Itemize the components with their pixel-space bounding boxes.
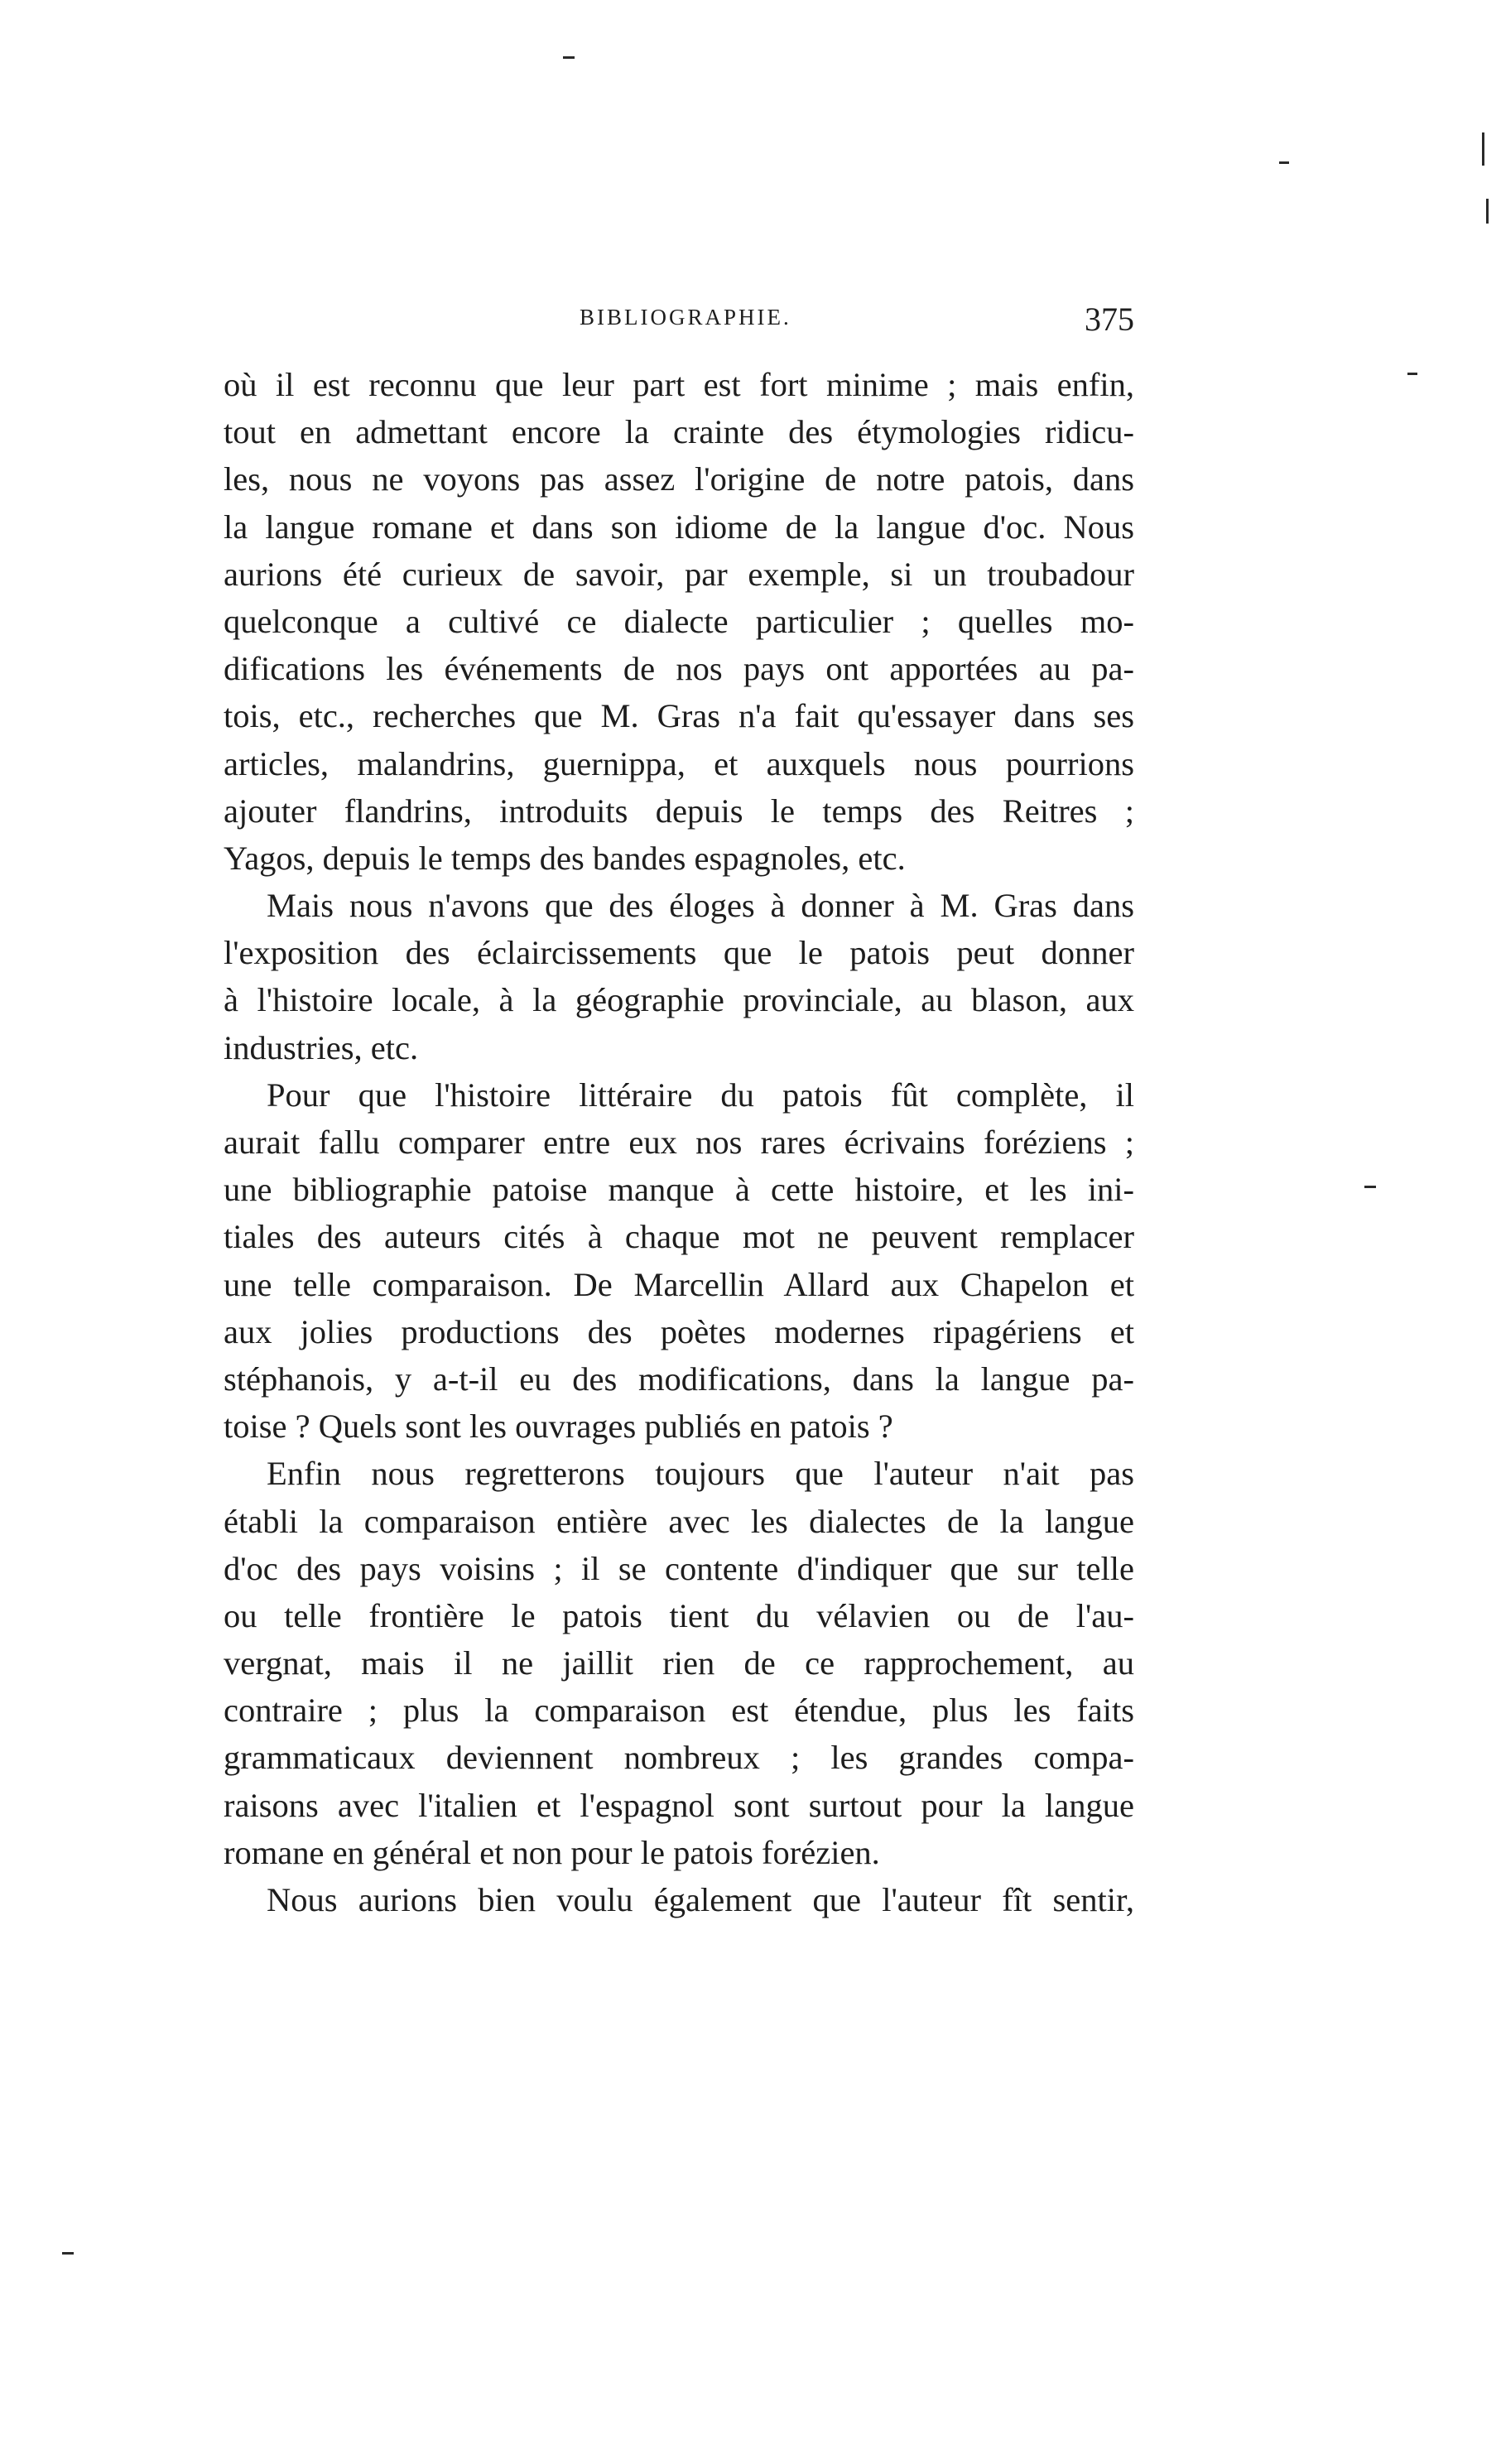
text-line: aurait fallu comparer entre eux nos rares écrivains foréziens ; xyxy=(224,1124,1134,1161)
text-line: vergnat, mais il ne jaillit rien de ce rapprochement, au xyxy=(224,1644,1134,1682)
text-line: ajouter flandrins, introduits depuis le temps des Reitres ; xyxy=(224,792,1134,830)
page-header xyxy=(224,301,1134,346)
text-line: romane en général et non pour le patois forézien. xyxy=(224,1833,880,1871)
text-line: industries, etc. xyxy=(224,1028,419,1066)
text-line: grammaticaux deviennent nombreux ; les grandes compa- xyxy=(224,1739,1134,1777)
text-line: une telle comparaison. De Marcellin Allard aux Chapelon et xyxy=(224,1265,1134,1303)
text-line: aurions été curieux de savoir, par exemple, si un troubadour xyxy=(224,555,1134,593)
scan-speck xyxy=(1279,161,1289,164)
scan-speck xyxy=(563,56,575,59)
text-line: la langue romane et dans son idiome de la langue d'oc. Nous xyxy=(224,508,1134,546)
text-line: raisons avec l'italien et l'espagnol sont surtout pour la langue xyxy=(224,1786,1134,1824)
text-line: articles, malandrins, guernippa, et auxquels nous pourrions xyxy=(224,744,1134,782)
running-head: BIBLIOGRAPHIE. xyxy=(580,305,791,330)
text-line: Nous aurions bien voulu également que l'auteur fît sentir, xyxy=(267,1881,1134,1918)
text-line: à l'histoire locale, à la géographie provinciale, au blason, aux xyxy=(224,981,1134,1019)
text-line: Mais nous n'avons que des éloges à donner à M. Gras dans xyxy=(267,887,1134,925)
text-line: tout en admettant encore la crainte des étymologies ridicu- xyxy=(224,413,1134,451)
text-line: stéphanois, y a-t-il eu des modifications, dans la langue pa- xyxy=(224,1360,1134,1398)
text-line: tiales des auteurs cités à chaque mot ne peuvent remplacer xyxy=(224,1218,1134,1256)
scan-speck xyxy=(1364,1186,1376,1188)
scan-speck xyxy=(1482,132,1484,166)
text-line: ou telle frontière le patois tient du vélavien ou de l'au- xyxy=(224,1596,1134,1634)
text-line: contraire ; plus la comparaison est étendue, plus les faits xyxy=(224,1692,1134,1730)
text-line: les, nous ne voyons pas assez l'origine de notre patois, dans xyxy=(224,460,1134,498)
scan-speck xyxy=(1486,199,1489,224)
text-line: tois, etc., recherches que M. Gras n'a fait qu'essayer dans ses xyxy=(224,697,1134,735)
text-line: aux jolies productions des poètes modernes ripagériens et xyxy=(224,1312,1134,1350)
text-line: Enfin nous regretterons toujours que l'auteur n'ait pas xyxy=(267,1455,1134,1493)
text-line: toise ? Quels sont les ouvrages publiés en patois ? xyxy=(224,1408,893,1446)
text-line: quelconque a cultivé ce dialecte particulier ; quelles mo- xyxy=(224,602,1134,640)
text-line: une bibliographie patoise manque à cette histoire, et les ini- xyxy=(224,1171,1134,1209)
text-line: Yagos, depuis le temps des bandes espagnoles, etc. xyxy=(224,839,906,877)
scan-speck xyxy=(1407,373,1417,375)
page-number: 375 xyxy=(1085,301,1134,338)
text-line: l'exposition des éclaircissements que le patois peut donner xyxy=(224,934,1134,972)
text-line: difications les événements de nos pays ont apportées au pa- xyxy=(224,650,1134,688)
text-line: établi la comparaison entière avec les dialectes de la langue xyxy=(224,1502,1134,1540)
text-line: où il est reconnu que leur part est fort minime ; mais enfin, xyxy=(224,366,1134,403)
body-text xyxy=(224,361,1134,1923)
text-line: d'oc des pays voisins ; il se contente d'indiquer que sur telle xyxy=(224,1549,1134,1587)
scan-speck xyxy=(62,2252,74,2255)
text-line: Pour que l'histoire littéraire du patois fût complète, il xyxy=(267,1076,1134,1114)
